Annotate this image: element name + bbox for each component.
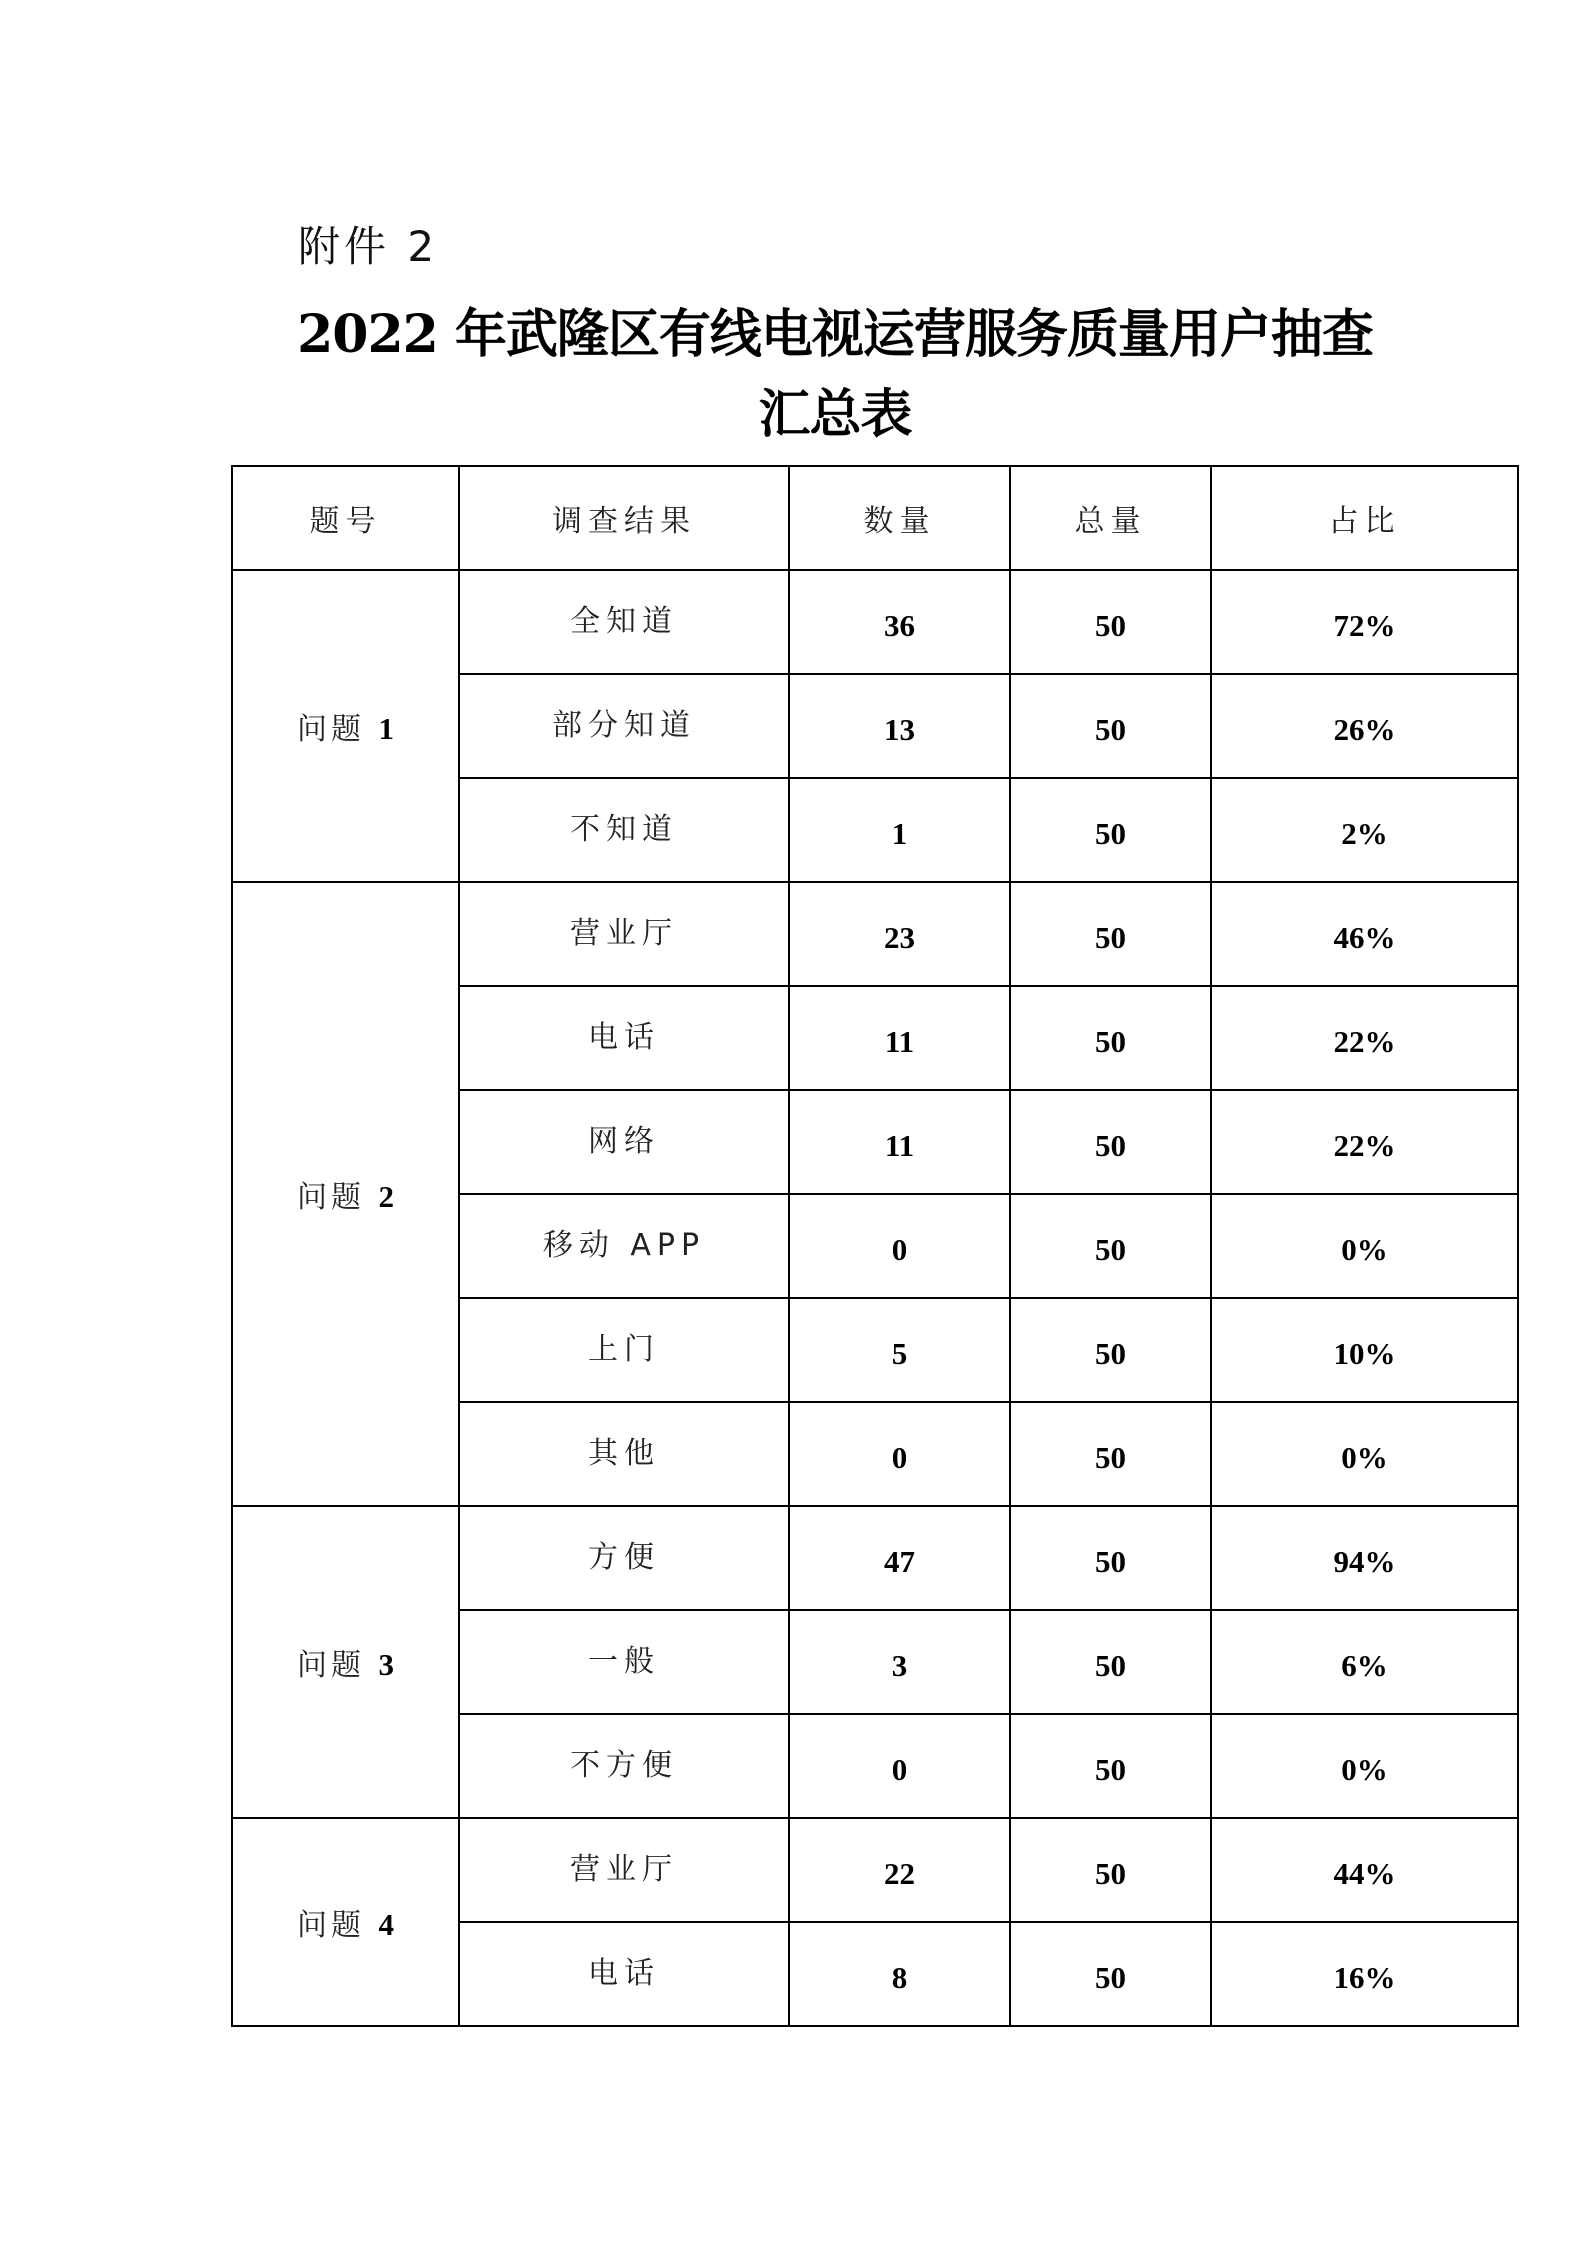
- question-cell: [232, 882, 459, 1506]
- ratio-cell-text: 16%: [1333, 1960, 1396, 1995]
- survey-result-cell-text: 其他: [588, 1436, 660, 1471]
- survey-result-cell: [459, 1298, 789, 1402]
- survey-result-cell-text: 不方便: [570, 1748, 678, 1783]
- question-number: 4: [378, 1907, 395, 1942]
- total-cell-text: 50: [1095, 1232, 1126, 1267]
- total-cell: [1010, 1194, 1211, 1298]
- total-cell: [1010, 986, 1211, 1090]
- count-cell-text: 11: [884, 1024, 915, 1059]
- survey-result-cell-text: 上门: [588, 1332, 660, 1367]
- total-cell-text: 50: [1095, 1960, 1126, 1995]
- count-cell-text: 36: [884, 608, 915, 643]
- ratio-cell-text: 44%: [1333, 1856, 1396, 1891]
- count-cell-text: 8: [891, 1960, 908, 1995]
- total-cell: [1010, 1610, 1211, 1714]
- ratio-cell: [1211, 1610, 1518, 1714]
- table-row: [232, 570, 1518, 674]
- table-body: [232, 570, 1518, 2026]
- ratio-cell-text: 10%: [1333, 1336, 1396, 1371]
- survey-result-cell-text: 部分知道: [552, 708, 696, 743]
- ratio-cell: [1211, 1402, 1518, 1506]
- count-cell: [789, 1090, 1010, 1194]
- ratio-cell: [1211, 986, 1518, 1090]
- count-cell: [789, 570, 1010, 674]
- survey-result-cell-text: 营业厅: [570, 1852, 678, 1887]
- question-label: 问题: [296, 1648, 365, 1683]
- count-cell-text: 13: [884, 712, 915, 747]
- header-survey-result: 调查结果: [459, 466, 789, 570]
- header-total: 总量: [1010, 466, 1211, 570]
- survey-result-cell: [459, 674, 789, 778]
- total-cell-text: 50: [1095, 1856, 1126, 1891]
- total-cell: [1010, 882, 1211, 986]
- total-cell: [1010, 778, 1211, 882]
- header-count: 数量: [789, 466, 1010, 570]
- table-header-row: [232, 466, 1518, 570]
- count-cell-text: 0: [891, 1232, 908, 1267]
- header-question-number: 题号: [232, 466, 459, 570]
- ratio-cell: [1211, 1298, 1518, 1402]
- question-number: 1: [378, 711, 395, 746]
- survey-result-cell-text: 电话: [588, 1020, 660, 1055]
- ratio-cell: [1211, 1090, 1518, 1194]
- total-cell-text: 50: [1095, 1024, 1126, 1059]
- survey-result-cell: [459, 1714, 789, 1818]
- survey-result-cell-text: 一般: [588, 1644, 660, 1679]
- total-cell-text: 50: [1095, 1544, 1126, 1579]
- ratio-cell-text: 22%: [1333, 1128, 1396, 1163]
- count-cell: [789, 1194, 1010, 1298]
- ratio-cell-text: 72%: [1333, 608, 1396, 643]
- count-cell: [789, 1714, 1010, 1818]
- document-title-line2: 汇总表: [758, 384, 912, 445]
- total-cell: [1010, 1402, 1211, 1506]
- count-cell: [789, 1506, 1010, 1610]
- count-cell-text: 1: [891, 816, 908, 851]
- total-cell-text: 50: [1095, 1128, 1126, 1163]
- ratio-cell-text: 46%: [1333, 920, 1396, 955]
- document-title-line1: 2022 年武隆区有线电视运营服务质量用户抽查: [297, 304, 1373, 365]
- survey-result-cell: [459, 1610, 789, 1714]
- total-cell-text: 50: [1095, 920, 1126, 955]
- survey-result-cell: [459, 1818, 789, 1922]
- count-cell: [789, 1818, 1010, 1922]
- survey-result-cell-text: 营业厅: [570, 916, 678, 951]
- ratio-cell: [1211, 778, 1518, 882]
- ratio-cell: [1211, 570, 1518, 674]
- total-cell-text: 50: [1095, 608, 1126, 643]
- survey-result-cell: [459, 1922, 789, 2026]
- total-cell-text: 50: [1095, 816, 1126, 851]
- survey-summary-table: [231, 465, 1519, 2027]
- survey-result-cell: [459, 1194, 789, 1298]
- total-cell-text: 50: [1095, 1440, 1126, 1475]
- ratio-cell: [1211, 1506, 1518, 1610]
- count-cell-text: 11: [884, 1128, 915, 1163]
- count-cell-text: 0: [891, 1752, 908, 1787]
- total-cell: [1010, 674, 1211, 778]
- survey-result-cell: [459, 1090, 789, 1194]
- survey-result-cell-text: 电话: [588, 1956, 660, 1991]
- ratio-cell: [1211, 882, 1518, 986]
- survey-result-cell: [459, 1402, 789, 1506]
- ratio-cell-text: 94%: [1333, 1544, 1396, 1579]
- survey-result-cell: [459, 778, 789, 882]
- survey-result-cell-text: 不知道: [570, 812, 678, 847]
- survey-result-cell-text: 移动 APP: [542, 1228, 706, 1263]
- count-cell: [789, 1922, 1010, 2026]
- header-ratio: 占比: [1211, 466, 1518, 570]
- question-label: 问题: [296, 712, 365, 747]
- total-cell-text: 50: [1095, 1752, 1126, 1787]
- count-cell: [789, 882, 1010, 986]
- ratio-cell: [1211, 1714, 1518, 1818]
- total-cell: [1010, 1506, 1211, 1610]
- count-cell-text: 23: [884, 920, 915, 955]
- attachment-label: 附件 2: [298, 222, 439, 271]
- count-cell-text: 0: [891, 1440, 908, 1475]
- total-cell: [1010, 1818, 1211, 1922]
- ratio-cell-text: 0%: [1341, 1232, 1388, 1267]
- count-cell-text: 3: [891, 1648, 908, 1683]
- ratio-cell: [1211, 1922, 1518, 2026]
- ratio-cell: [1211, 674, 1518, 778]
- count-cell: [789, 674, 1010, 778]
- ratio-cell: [1211, 1194, 1518, 1298]
- question-label: 问题: [296, 1180, 365, 1215]
- survey-result-cell-text: 方便: [588, 1540, 660, 1575]
- total-cell: [1010, 1298, 1211, 1402]
- total-cell: [1010, 1714, 1211, 1818]
- survey-result-cell: [459, 986, 789, 1090]
- count-cell: [789, 1402, 1010, 1506]
- count-cell: [789, 1610, 1010, 1714]
- total-cell-text: 50: [1095, 1336, 1126, 1371]
- survey-result-cell-text: 全知道: [570, 604, 678, 639]
- count-cell-text: 5: [891, 1336, 908, 1371]
- count-cell-text: 47: [884, 1544, 915, 1579]
- total-cell-text: 50: [1095, 712, 1126, 747]
- question-cell: [232, 570, 459, 882]
- total-cell-text: 50: [1095, 1648, 1126, 1683]
- survey-result-cell-text: 网络: [588, 1124, 660, 1159]
- ratio-cell-text: 22%: [1333, 1024, 1396, 1059]
- survey-result-cell: [459, 882, 789, 986]
- count-cell: [789, 986, 1010, 1090]
- count-cell-text: 22: [884, 1856, 915, 1891]
- total-cell: [1010, 570, 1211, 674]
- question-cell: [232, 1818, 459, 2026]
- question-cell: [232, 1506, 459, 1818]
- table-row: [232, 882, 1518, 986]
- total-cell: [1010, 1090, 1211, 1194]
- survey-result-cell: [459, 1506, 789, 1610]
- ratio-cell-text: 26%: [1333, 712, 1396, 747]
- ratio-cell-text: 2%: [1341, 816, 1388, 851]
- question-number: 2: [378, 1179, 395, 1214]
- ratio-cell: [1211, 1818, 1518, 1922]
- total-cell: [1010, 1922, 1211, 2026]
- table-row: [232, 1506, 1518, 1610]
- question-number: 3: [378, 1647, 395, 1682]
- count-cell: [789, 778, 1010, 882]
- count-cell: [789, 1298, 1010, 1402]
- question-label: 问题: [296, 1908, 365, 1943]
- ratio-cell-text: 6%: [1341, 1648, 1388, 1683]
- ratio-cell-text: 0%: [1341, 1440, 1388, 1475]
- table-row: [232, 1818, 1518, 1922]
- survey-result-cell: [459, 570, 789, 674]
- ratio-cell-text: 0%: [1341, 1752, 1388, 1787]
